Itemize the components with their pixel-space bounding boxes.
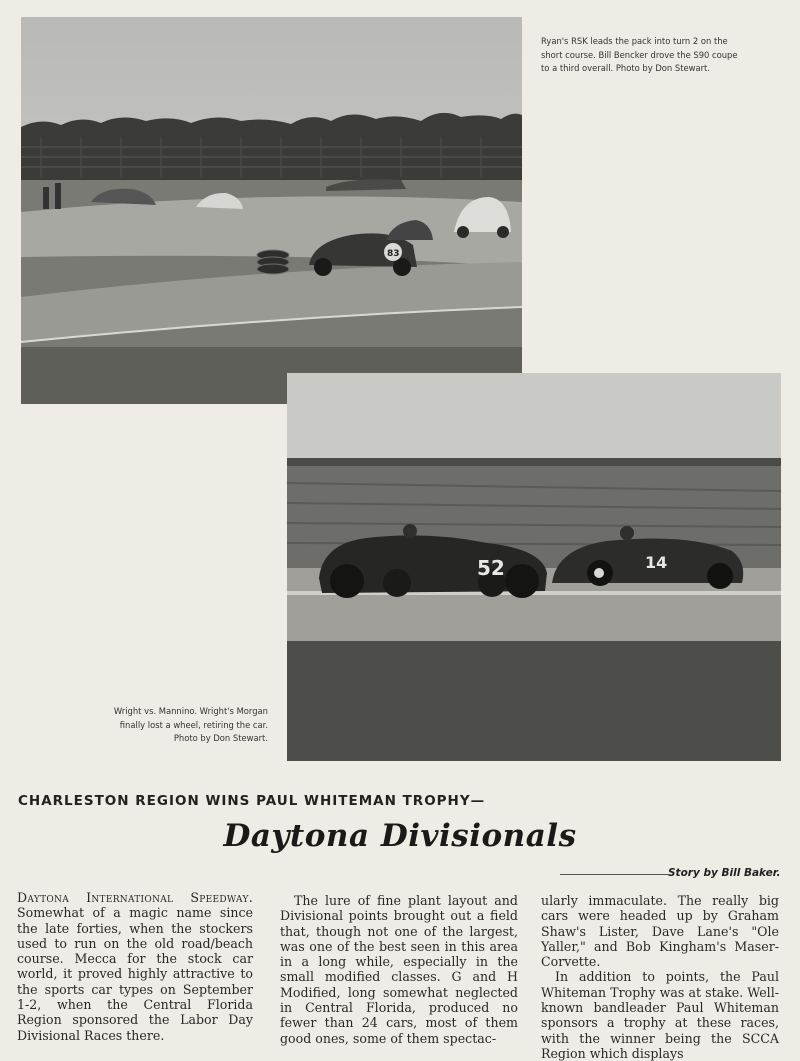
article-kicker: CHARLESTON REGION WINS PAUL WHITEMAN TROPHY— [18, 793, 486, 809]
race-photo-wright-vs-mannino [287, 373, 781, 761]
photo-caption-wright-vs-mannino [90, 705, 268, 746]
caption-line: short course. Bill Bencker drove the S90 coupe [541, 49, 738, 60]
article-column-3 [541, 893, 779, 1061]
article-paragraph: The lure of fine plant layout and Divisional points brought out a field that, though not one of the largest, was one of the best seen in this area in a long while, especially in the small modified classes. G and H Modified, long somewhat neglected in Central Florida, produced no fewer than 24 cars, most of them good ones, some of them spectac- [280, 893, 518, 1046]
caption-line: Ryan's RSK leads the pack into turn 2 on the [541, 36, 728, 46]
article-headline: Daytona Divisionals [223, 818, 577, 854]
car-number-14: 14 [645, 553, 668, 572]
race-photo-wright-vs-mannino-image [287, 373, 781, 761]
race-photo-turn-2 [21, 17, 522, 404]
car-number-83: 83 [387, 249, 400, 259]
caption-line: finally lost a wheel, retiring the car. [119, 719, 268, 730]
car-number-52: 52 [477, 556, 505, 580]
byline-rule [560, 874, 668, 875]
article-column-1 [17, 890, 253, 1043]
article-paragraph [17, 890, 253, 1043]
caption-line: Wright vs. Mannino. Wright's Morgan [113, 706, 268, 716]
caption-line: to a third overall. Photo by Don Stewart. [541, 63, 710, 73]
article-column-2 [280, 893, 518, 1046]
caption-line: Photo by Don Stewart. [173, 733, 268, 743]
article-paragraph: In addition to points, the Paul Whiteman Trophy was at stake. Well-known bandleader Paul Whiteman sponsors a trophy at these races, with the winner being the SCCA Region which displays [541, 969, 779, 1061]
article-byline: Story by Bill Baker. [668, 867, 781, 879]
lead-in: Daytona International Speedway. [17, 890, 253, 905]
photo-caption-turn-2 [541, 35, 771, 76]
race-photo-turn-2-image [21, 17, 522, 404]
article-paragraph: ularly immaculate. The really big cars were headed up by Graham Shaw's Lister, Dave Lane's "Ole Yaller," and Bob Kingham's Maser-Corvette. [541, 893, 779, 970]
paragraph-text: Somewhat of a magic name since the late forties, when the stockers used to run on the old road/beach course. Mecca for the stock car world, it proved highly attractive to the sports car types on September 1-2, when the Central Florida Region sponsored the Labor Day Divisional Races there. [17, 905, 253, 1043]
